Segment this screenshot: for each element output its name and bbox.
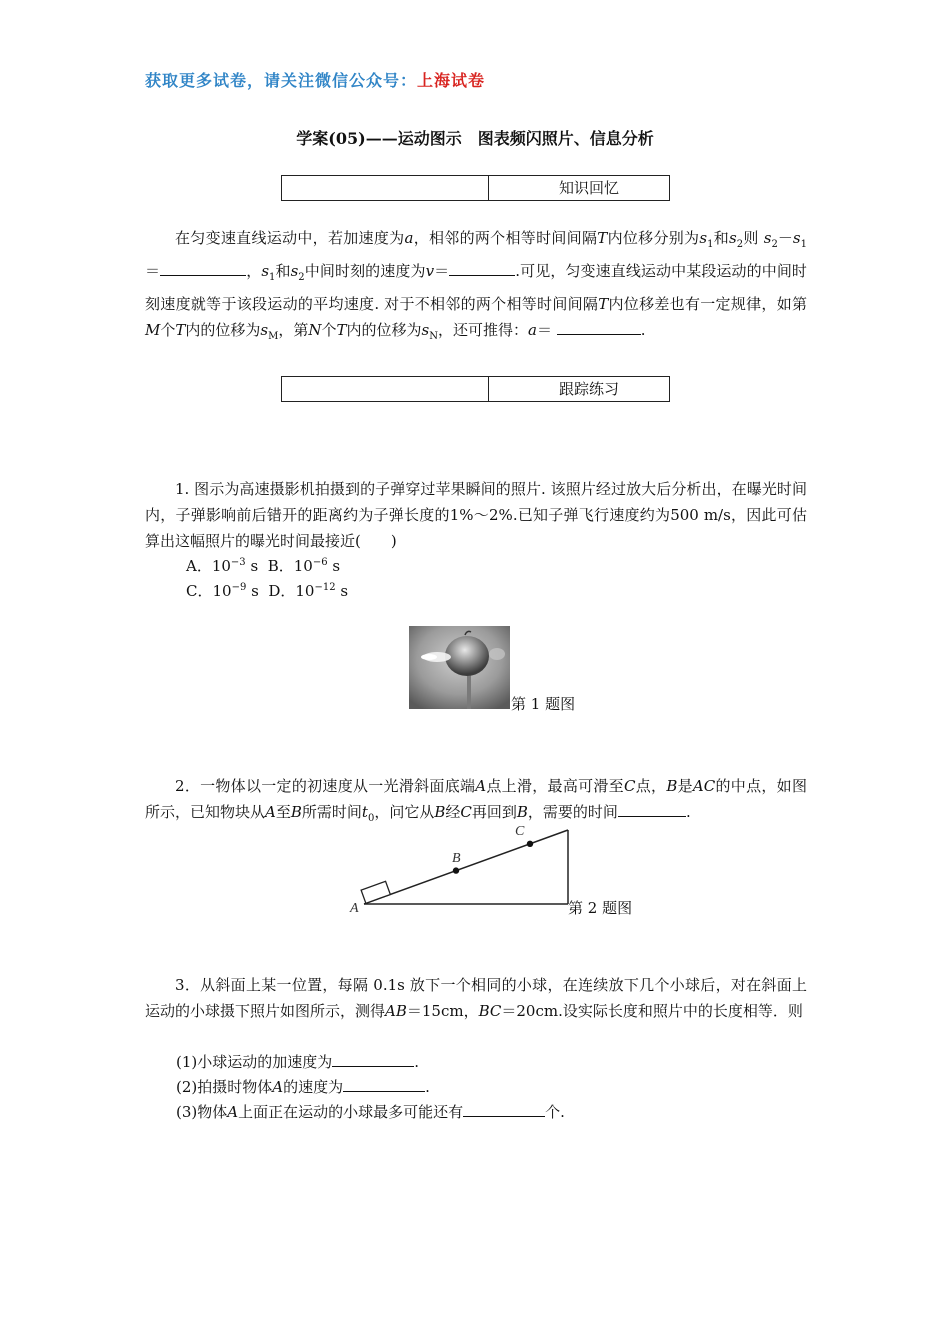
option-b-unit: s <box>327 557 341 575</box>
promo-prefix: 获取更多试卷，请关注微信公众号： <box>145 71 418 90</box>
var-a: a <box>528 321 537 339</box>
var-C: C <box>460 803 472 821</box>
subscript: 0 <box>367 813 375 824</box>
text: 个 <box>321 321 337 339</box>
var-A: A <box>475 777 487 795</box>
subscript: 2 <box>736 239 744 250</box>
text: ＝ <box>434 262 450 280</box>
var-v: v <box>425 262 435 280</box>
page-title: 学案(05)——运动图示 图表频闪照片、信息分析 <box>296 129 654 148</box>
text: 再回到 <box>471 803 517 821</box>
option-c[interactable] <box>186 582 259 600</box>
subscript: 1 <box>800 239 807 250</box>
label-a: A <box>350 901 359 916</box>
figure-1-caption: 第 1 题图 <box>511 695 576 713</box>
var-AC: AC <box>692 777 716 795</box>
text: ，相邻的两个相等时间间隔 <box>413 229 598 247</box>
text: 所需时间 <box>301 803 362 821</box>
option-b-exponent: −6 <box>312 557 328 568</box>
option-c-unit: s <box>246 582 259 600</box>
text: 和 <box>275 262 291 280</box>
text: 上面正在运动的小球最多可能还有 <box>238 1103 464 1121</box>
var-A: A <box>272 1078 284 1096</box>
text: 点， <box>635 777 667 795</box>
text: . <box>640 321 646 339</box>
subscript: 2 <box>771 239 778 250</box>
answer-blank[interactable] <box>343 1075 425 1092</box>
answer-blank[interactable] <box>160 259 246 276</box>
text: 在匀变速直线运动中，若加速度为 <box>175 229 405 247</box>
text: － <box>777 229 793 247</box>
var-B: B <box>516 803 528 821</box>
q3-subquestion-1 <box>176 1049 806 1075</box>
section-title-practice: 跟踪练习 <box>558 380 619 398</box>
text: ，第 <box>278 321 309 339</box>
text: ＝ <box>536 321 552 339</box>
text: 中间时刻的速度为 <box>304 262 426 280</box>
var-T: T <box>336 321 347 339</box>
text: ＝ <box>145 262 161 280</box>
text: 3．从斜面上某一位置，每隔 0.1s 放下一个相同的小球，在连续放下几个小球后，对在斜面上运动的小球摄下照片如图所示，测得 <box>145 976 807 1020</box>
option-a[interactable] <box>186 557 258 575</box>
incline-slope <box>364 830 568 904</box>
answer-blank[interactable] <box>618 800 686 817</box>
var-B: B <box>666 777 678 795</box>
var-s: s <box>421 321 430 339</box>
text: 个 <box>160 321 176 339</box>
section-header-practice <box>281 376 670 402</box>
text: ，需要的时间 <box>527 803 618 821</box>
var-BC: BC <box>478 1002 502 1020</box>
answer-blank[interactable] <box>463 1100 545 1117</box>
var-s: s <box>260 321 269 339</box>
text: 则 <box>743 229 759 247</box>
text: ＝20cm.设实际长度和照片中的长度相等．则 <box>501 1002 803 1020</box>
var-T: T <box>598 295 609 313</box>
review-paragraph <box>145 225 807 350</box>
var-A: A <box>227 1103 239 1121</box>
var-T: T <box>597 229 608 247</box>
option-d-label: D．10 <box>268 582 315 600</box>
text: . <box>425 1078 430 1096</box>
promo-brand: 上海试卷 <box>417 71 486 90</box>
var-B: B <box>434 803 446 821</box>
section-header-review <box>281 175 670 201</box>
var-s: s <box>729 229 737 247</box>
var-N: N <box>308 321 322 339</box>
subscript: N <box>429 331 438 342</box>
subscript: M <box>268 331 279 342</box>
var-C: C <box>623 777 636 795</box>
sliding-block <box>361 881 390 903</box>
text: 和 <box>713 229 730 247</box>
apple-photo-illustration <box>409 626 510 709</box>
label-c: C <box>515 824 525 839</box>
var-s: s <box>792 229 801 247</box>
var-A: A <box>265 803 276 821</box>
text: ， <box>246 262 262 280</box>
text: 是 <box>677 777 693 795</box>
text: 的速度为 <box>283 1078 344 1096</box>
incline-diagram <box>340 820 580 920</box>
var-M: M <box>145 321 161 339</box>
text: 个. <box>545 1103 565 1121</box>
text: 内的位移为 <box>185 321 261 339</box>
option-d-exponent: −12 <box>314 582 336 593</box>
label-b: B <box>452 851 461 866</box>
point-b-dot <box>453 867 459 873</box>
text: . <box>414 1053 420 1071</box>
point-c-dot <box>527 841 533 847</box>
text: .可见，匀变速直线运动中某段运动的中间时刻速度就等于该段运动的平均速度. 对于不相邻的两个相等时间间隔 <box>145 262 807 313</box>
text: 点上滑，最高可滑至 <box>486 777 624 795</box>
text: 的中点，如图所示，已知物块从 <box>145 777 807 821</box>
promo-header <box>145 68 485 91</box>
q3-subquestion-3 <box>176 1099 806 1125</box>
text: (3)物体 <box>176 1103 228 1121</box>
text: 经 <box>445 803 461 821</box>
text: 至 <box>275 803 291 821</box>
option-b-label: B．10 <box>267 557 313 575</box>
option-d-unit: s <box>335 582 349 600</box>
subscript: 1 <box>707 239 714 250</box>
text: ＝15cm， <box>406 1002 479 1020</box>
subscript: 1 <box>269 272 276 283</box>
text: (1)小球运动的加速度为 <box>176 1053 333 1071</box>
var-T: T <box>175 321 186 339</box>
option-b[interactable] <box>268 557 340 575</box>
q1-options-row-2 <box>186 575 348 604</box>
option-c-exponent: −9 <box>231 582 247 593</box>
var-s: s <box>699 229 708 247</box>
answer-blank[interactable] <box>557 318 641 335</box>
answer-blank[interactable] <box>449 259 515 276</box>
subscript: 2 <box>298 272 305 283</box>
option-d[interactable] <box>268 582 348 600</box>
text: ，还可推得： <box>438 321 529 339</box>
section-header-blank-cell <box>282 377 489 401</box>
option-c-label: C．10 <box>186 582 232 600</box>
var-t: t <box>361 803 368 821</box>
bullet-apple-photo <box>409 626 510 709</box>
text: 内位移分别为 <box>607 229 700 247</box>
text: (2)拍摄时物体 <box>176 1078 273 1096</box>
text: ，问它从 <box>374 803 435 821</box>
question-3-text <box>145 972 807 1024</box>
text: 2．一物体以一定的初速度从一光滑斜面底端 <box>175 777 476 795</box>
section-title-review: 知识回忆 <box>558 179 619 197</box>
var-s: s <box>290 262 299 280</box>
var-B: B <box>290 803 302 821</box>
q3-subquestion-2 <box>176 1074 806 1100</box>
option-a-exponent: −3 <box>230 557 246 568</box>
var-a: a <box>404 229 414 247</box>
option-a-unit: s <box>245 557 259 575</box>
text: . <box>685 803 691 821</box>
option-a-label: A．10 <box>186 557 231 575</box>
var-AB: AB <box>385 1002 407 1020</box>
var-s: s <box>763 229 772 247</box>
figure-2-caption: 第 2 题图 <box>568 899 633 917</box>
section-header-blank-cell <box>282 176 489 200</box>
question-1-text: 1. 图示为高速摄影机拍摄到的子弹穿过苹果瞬间的照片. 该照片经过放大后分析出，在曝光时间内，子弹影响前后错开的距离约为子弹长度的1%～2%.已知子弹飞行速度约为500 m/s，因此可估算出这幅照片的曝光时间最接近( ) <box>145 480 807 550</box>
text: 内位移差也有一定规律，如第 <box>608 295 807 313</box>
answer-blank[interactable] <box>332 1050 414 1067</box>
var-s: s <box>261 262 270 280</box>
text: 内的位移为 <box>346 321 422 339</box>
